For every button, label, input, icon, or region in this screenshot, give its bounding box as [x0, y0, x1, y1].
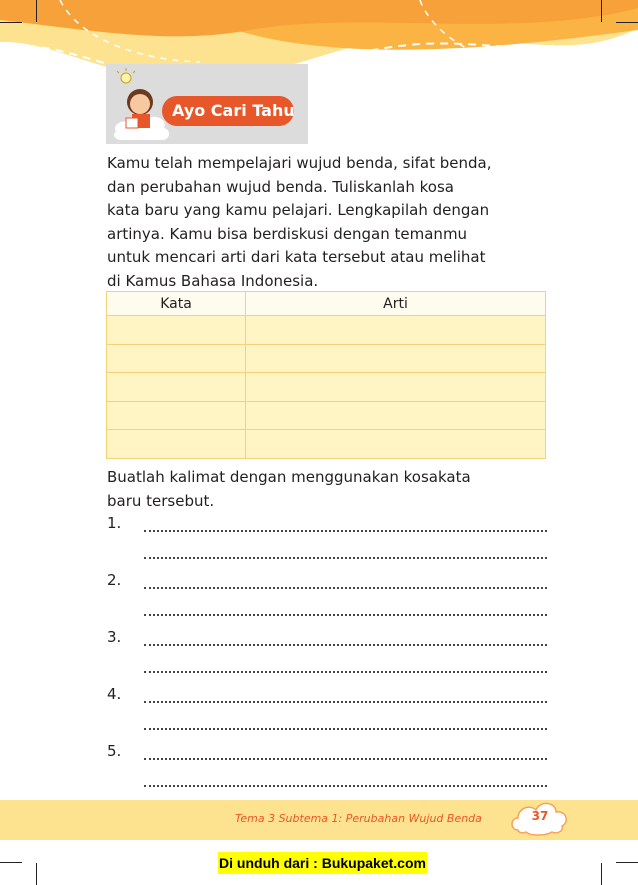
crop-mark: [36, 0, 37, 22]
top-decoration: [0, 0, 638, 130]
answer-line[interactable]: [144, 530, 547, 532]
page-number: 37: [531, 809, 549, 823]
table-row: [107, 316, 546, 345]
crop-mark: [616, 22, 638, 23]
arti-cell[interactable]: [246, 430, 546, 459]
section-title: Ayo Cari Tahu: [172, 101, 295, 120]
arti-cell[interactable]: [246, 401, 546, 430]
list-item: [107, 628, 547, 685]
column-header-kata: Kata: [107, 292, 246, 316]
crop-mark: [601, 863, 602, 885]
intro-line: kata baru yang kamu pelajari. Lengkapilah dengan: [107, 201, 490, 219]
table-row: [107, 430, 546, 459]
kata-cell[interactable]: [107, 401, 246, 430]
answer-number: 5.: [107, 742, 122, 760]
instruction-line: Buatlah kalimat dengan menggunakan kosakata: [107, 468, 471, 486]
answer-line[interactable]: [144, 671, 547, 673]
kata-cell[interactable]: [107, 344, 246, 373]
crop-mark: [36, 863, 37, 885]
instruction-paragraph: [107, 465, 567, 513]
list-item: [107, 685, 547, 742]
table-row: [107, 373, 546, 402]
section-header: [106, 64, 308, 144]
column-header-arti: Arti: [246, 292, 546, 316]
intro-paragraph: [107, 152, 567, 293]
answer-line[interactable]: [144, 758, 547, 760]
crop-mark: [601, 0, 602, 22]
intro-line: untuk mencari arti dari kata tersebut atau melihat: [107, 248, 486, 266]
answer-number: 3.: [107, 628, 122, 646]
list-item: [107, 571, 547, 628]
footer-theme-text: Tema 3 Subtema 1: Perubahan Wujud Benda: [235, 812, 482, 825]
kata-cell[interactable]: [107, 373, 246, 402]
intro-line: Kamu telah mempelajari wujud benda, sifat benda,: [107, 154, 492, 172]
vocabulary-table: [106, 291, 546, 459]
answer-line[interactable]: [144, 614, 547, 616]
intro-line: dan perubahan wujud benda. Tuliskanlah kosa: [107, 177, 454, 196]
list-item: [107, 742, 547, 799]
answer-line[interactable]: [144, 587, 547, 589]
answer-line[interactable]: [144, 644, 547, 646]
answer-number: 2.: [107, 571, 122, 589]
arti-cell[interactable]: [246, 316, 546, 345]
instruction-line: baru tersebut.: [107, 492, 215, 510]
crop-mark: [0, 862, 22, 863]
intro-line: artinya. Kamu bisa berdiskusi dengan temanmu: [107, 224, 468, 243]
intro-line: di Kamus Bahasa Indonesia.: [107, 271, 319, 290]
download-note: Di unduh dari : Bukupaket.com: [218, 852, 427, 874]
crop-mark: [0, 22, 22, 23]
answer-line[interactable]: [144, 701, 547, 703]
answer-number: 1.: [107, 514, 122, 532]
answer-list: [107, 514, 547, 799]
list-item: [107, 514, 547, 571]
table-row: [107, 401, 546, 430]
kata-cell[interactable]: [107, 316, 246, 345]
answer-line[interactable]: [144, 557, 547, 559]
table-header-row: [107, 292, 546, 316]
table-row: [107, 344, 546, 373]
answer-line[interactable]: [144, 728, 547, 730]
answer-line[interactable]: [144, 785, 547, 787]
arti-cell[interactable]: [246, 373, 546, 402]
kata-cell[interactable]: [107, 430, 246, 459]
arti-cell[interactable]: [246, 344, 546, 373]
answer-number: 4.: [107, 685, 122, 703]
crop-mark: [616, 862, 638, 863]
